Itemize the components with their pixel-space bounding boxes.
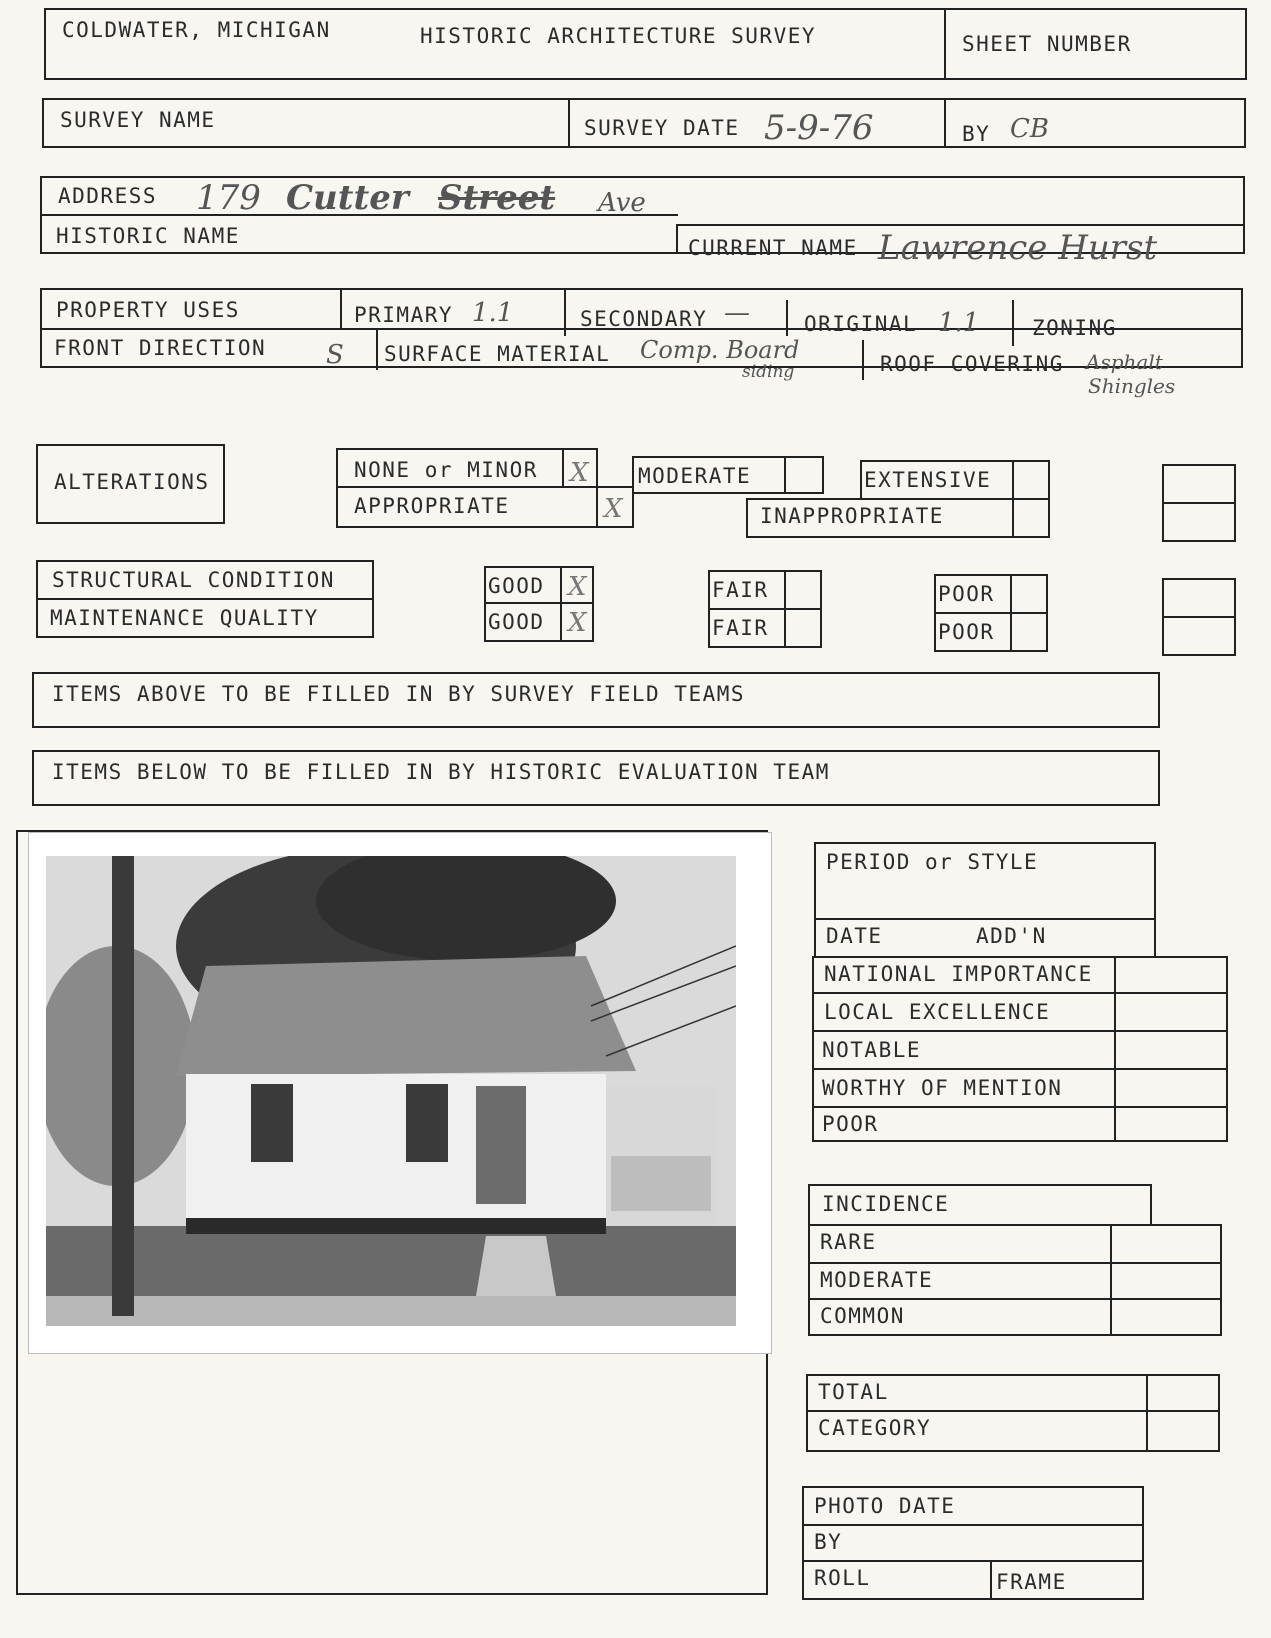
secondary-value[interactable]: — (724, 298, 750, 328)
moderate-check-div (784, 456, 786, 494)
moderate-incidence-label: MODERATE (820, 1268, 934, 1292)
survey-by-value[interactable]: CB (1010, 114, 1049, 144)
alterations-score-divider (1162, 502, 1236, 504)
roof-covering-line2[interactable]: Shingles (1088, 374, 1176, 398)
none-minor-check-div (562, 448, 564, 488)
city-label: COLDWATER, MICHIGAN (62, 18, 331, 42)
appropriate-label: APPROPRIATE (354, 494, 510, 518)
property-uses-label: PROPERTY USES (56, 298, 240, 322)
roll-frame-divider (990, 1560, 992, 1600)
roof-covering-line1[interactable]: Asphalt (1086, 350, 1163, 374)
current-name-top (676, 224, 1245, 226)
surface-material-line1[interactable]: Comp. Board (640, 336, 800, 364)
fair-check-div (784, 570, 786, 648)
none-minor-label: NONE or MINOR (354, 458, 538, 482)
secondary-label: SECONDARY (580, 307, 708, 331)
primary-value[interactable]: 1.1 (472, 298, 514, 328)
survey-by-label: BY (962, 122, 991, 146)
photo-walkway (476, 1236, 556, 1296)
total-divider (806, 1410, 1220, 1412)
form-title: HISTORIC ARCHITECTURE SURVEY (420, 24, 817, 48)
frame-label: FRAME (996, 1570, 1067, 1594)
original-label: ORIGINAL (804, 312, 918, 336)
appropriate-check[interactable]: X (604, 494, 623, 524)
none-minor-check[interactable]: X (570, 458, 589, 488)
front-direction-label: FRONT DIRECTION (54, 336, 267, 360)
period-date-line (814, 918, 1156, 920)
surface-material-line2[interactable]: siding (742, 362, 795, 382)
maintenance-poor-label: POOR (938, 620, 995, 644)
photo-house-wall (186, 1074, 606, 1234)
condition-score-divider (1162, 616, 1236, 618)
alterations-label: ALTERATIONS (54, 470, 210, 494)
importance-row-line-4 (812, 1106, 1228, 1108)
photo-sidewalk (46, 1296, 736, 1326)
poor-divider (934, 612, 1048, 614)
notable-label: NOTABLE (822, 1038, 922, 1062)
address-struck-word[interactable]: Street (438, 178, 556, 218)
roof-covering-label: ROOF COVERING (880, 352, 1064, 376)
incidence-score-col (1110, 1224, 1112, 1336)
rare-label: RARE (820, 1230, 877, 1254)
house-photo (46, 856, 736, 1326)
incidence-label: INCIDENCE (822, 1192, 950, 1216)
maintenance-quality-label: MAINTENANCE QUALITY (50, 606, 319, 630)
survey-divider-2 (944, 98, 946, 148)
photo-window-left (251, 1084, 293, 1162)
photo-date-label: PHOTO DATE (814, 1494, 956, 1518)
surface-material-label: SURFACE MATERIAL (384, 342, 611, 366)
structural-good-label: GOOD (488, 574, 545, 598)
current-name-value[interactable]: Lawrence Hurst (878, 228, 1158, 268)
moderate-label: MODERATE (638, 464, 752, 488)
condition-label-divider (36, 598, 374, 600)
inappropriate-label: INAPPROPRIATE (760, 504, 944, 528)
importance-row-line-2 (812, 1030, 1228, 1032)
primary-label: PRIMARY (354, 303, 454, 327)
property-div-3 (786, 300, 788, 336)
photo-info-line-2 (802, 1560, 1144, 1562)
property-div-2 (564, 288, 566, 336)
photo-roof (176, 956, 636, 1076)
maintenance-good-label: GOOD (488, 610, 545, 634)
good-divider (484, 602, 594, 604)
incidence-row-line-2 (808, 1298, 1222, 1300)
survey-date-label: SURVEY DATE (584, 116, 740, 140)
total-score-col (1146, 1374, 1148, 1452)
poor-rating-label: POOR (822, 1112, 879, 1136)
total-label: TOTAL (818, 1380, 889, 1404)
survey-date-value[interactable]: 5-9-76 (764, 108, 874, 148)
good-check-div (560, 566, 562, 642)
local-excellence-label: LOCAL EXCELLENCE (824, 1000, 1051, 1024)
structural-fair-label: FAIR (712, 578, 769, 602)
common-label: COMMON (820, 1304, 905, 1328)
photo-door (476, 1086, 526, 1204)
property-div-5 (376, 330, 378, 370)
front-direction-value[interactable]: S (326, 340, 344, 370)
address-street[interactable]: Cutter (286, 178, 409, 218)
original-value[interactable]: 1.1 (938, 308, 980, 338)
importance-row-line-1 (812, 992, 1228, 994)
incidence-row-line-1 (808, 1262, 1222, 1264)
zoning-label: ZONING (1032, 316, 1117, 340)
survey-divider-1 (568, 98, 570, 148)
poor-check-div (1010, 574, 1012, 652)
property-div-1 (340, 288, 342, 328)
structural-condition-label: STRUCTURAL CONDITION (52, 568, 335, 592)
sheet-number-label: SHEET NUMBER (962, 32, 1132, 56)
photo-car (611, 1156, 711, 1211)
category-label: CATEGORY (818, 1416, 932, 1440)
fair-divider (708, 608, 822, 610)
items-below-text: ITEMS BELOW TO BE FILLED IN BY HISTORIC EVALUATION TEAM (52, 760, 830, 784)
current-name-divider (676, 224, 678, 254)
photo-info-line-1 (802, 1524, 1144, 1526)
maintenance-good-check[interactable]: X (568, 608, 587, 638)
address-suffix[interactable]: Ave (598, 188, 646, 218)
survey-name-label: SURVEY NAME (60, 108, 216, 132)
period-style-label: PERIOD or STYLE (826, 850, 1039, 874)
roll-label: ROLL (814, 1566, 871, 1590)
photo-window-right (406, 1084, 448, 1162)
structural-poor-label: POOR (938, 582, 995, 606)
address-number[interactable]: 179 (196, 178, 261, 218)
items-above-text: ITEMS ABOVE TO BE FILLED IN BY SURVEY FIELD TEAMS (52, 682, 746, 706)
property-div-4 (1012, 300, 1014, 346)
property-div-6 (862, 340, 864, 380)
importance-row-line-3 (812, 1068, 1228, 1070)
addn-label: ADD'N (976, 924, 1047, 948)
photo-house-foundation (186, 1218, 606, 1234)
extensive-label: EXTENSIVE (864, 468, 992, 492)
current-name-label: CURRENT NAME (688, 236, 858, 260)
maintenance-fair-label: FAIR (712, 616, 769, 640)
worthy-of-mention-label: WORTHY OF MENTION (822, 1076, 1063, 1100)
photo-utility-pole (112, 856, 134, 1316)
national-importance-label: NATIONAL IMPORTANCE (824, 962, 1093, 986)
header-divider (944, 8, 946, 80)
appropriate-check-div (596, 486, 598, 528)
importance-score-col (1114, 956, 1116, 1142)
date-label: DATE (826, 924, 883, 948)
historic-name-label: HISTORIC NAME (56, 224, 240, 248)
structural-good-check[interactable]: X (568, 572, 587, 602)
photo-by-label: BY (814, 1530, 843, 1554)
address-label: ADDRESS (58, 184, 158, 208)
